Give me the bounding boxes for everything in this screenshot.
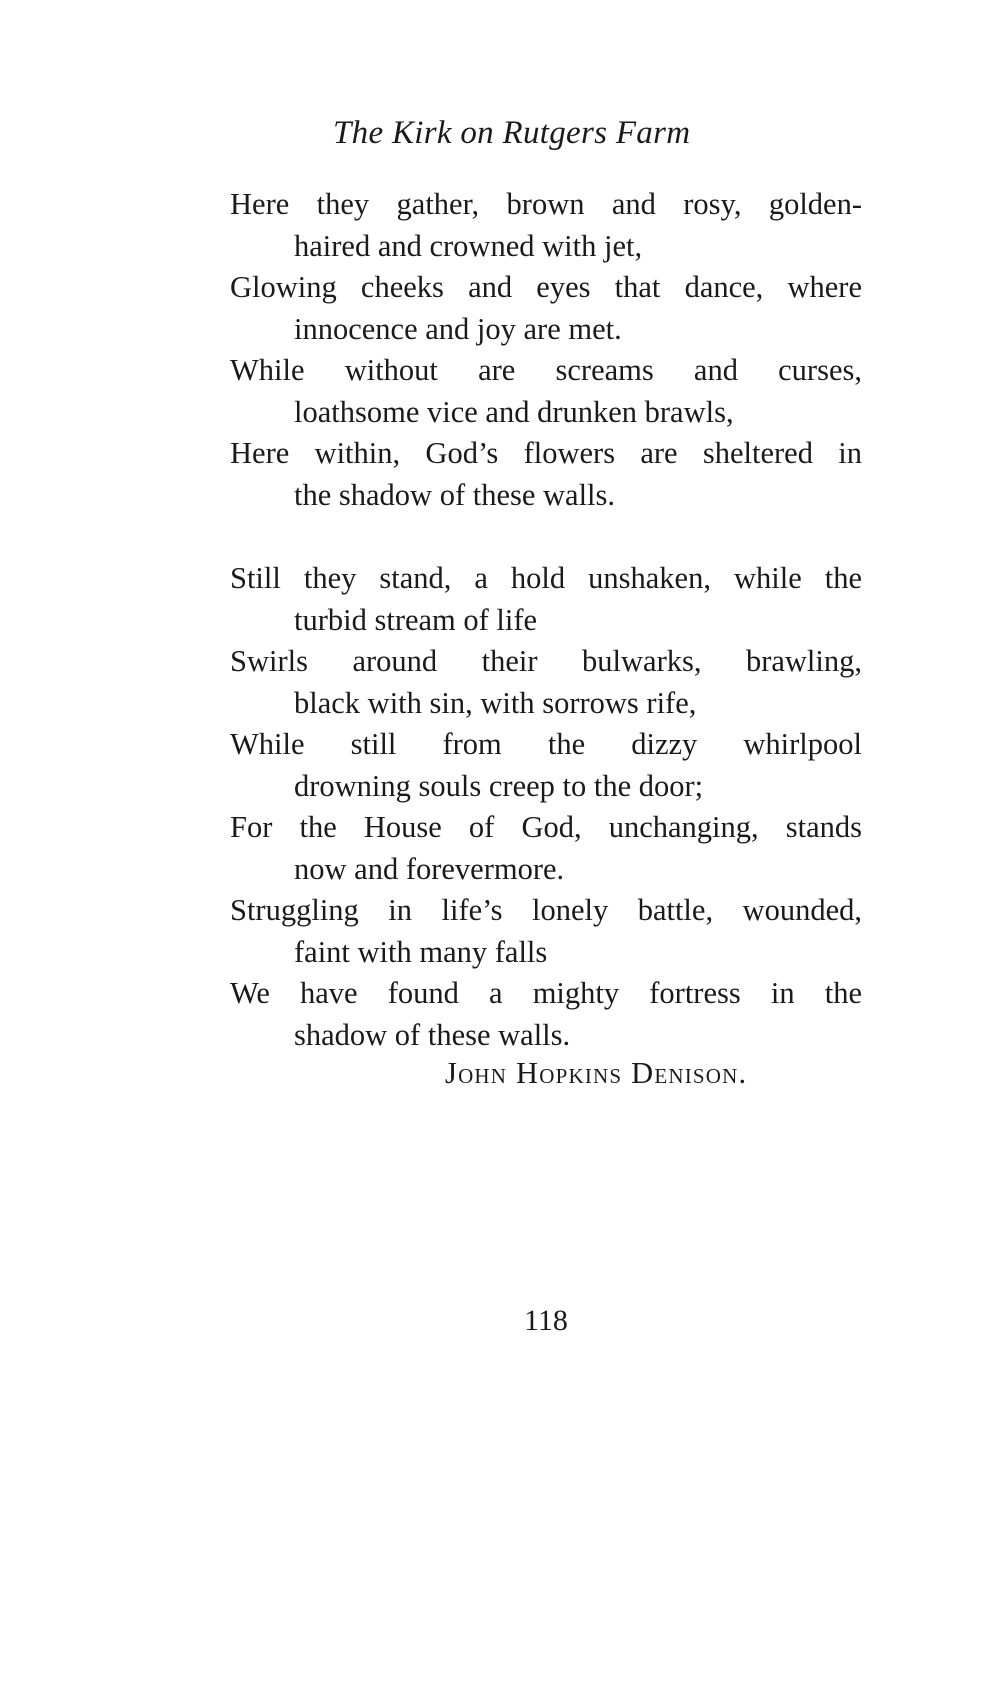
poem <box>230 184 862 1056</box>
running-head: The Kirk on Rutgers Farm <box>333 115 691 151</box>
poem-line <box>230 350 862 433</box>
poem-line <box>230 558 862 641</box>
line-first-part: Still they stand, a hold unshaken, while the <box>230 561 862 595</box>
poem-line <box>230 724 862 807</box>
line-continuation: faint with many falls <box>294 934 548 969</box>
poem-line <box>230 641 862 724</box>
line-first-part: While without are screams and curses, <box>230 353 862 387</box>
line-first-part: Here they gather, brown and rosy, golden- <box>230 187 862 221</box>
line-continuation: turbid stream of life <box>294 602 538 637</box>
line-continuation: loathsome vice and drunken brawls, <box>294 394 734 429</box>
line-continuation: black with sin, with sorrows rife, <box>294 685 697 720</box>
line-first-part: Here within, God’s flowers are sheltered in <box>230 436 862 470</box>
author-signature: John Hopkins Denison. <box>445 1056 748 1090</box>
poem-line <box>230 890 862 973</box>
page-number: 118 <box>524 1304 568 1337</box>
line-continuation: drowning souls creep to the door; <box>294 768 704 803</box>
line-continuation: the shadow of these walls. <box>294 477 616 512</box>
line-first-part: We have found a mighty fortress in the <box>230 976 862 1010</box>
line-continuation: now and forevermore. <box>294 851 565 886</box>
stanza-2 <box>230 558 862 1056</box>
poem-line <box>230 433 862 516</box>
line-first-part: Swirls around their bulwarks, brawling, <box>230 644 862 678</box>
poem-line <box>230 807 862 890</box>
line-continuation: haired and crowned with jet, <box>294 228 643 263</box>
line-first-part: While still from the dizzy whirlpool <box>230 727 862 761</box>
line-first-part: Glowing cheeks and eyes that dance, where <box>230 270 862 304</box>
stanza-1 <box>230 184 862 516</box>
line-first-part: Struggling in life’s lonely battle, wounded, <box>230 893 862 927</box>
line-continuation: innocence and joy are met. <box>294 311 622 346</box>
poem-line <box>230 267 862 350</box>
poem-line <box>230 973 862 1056</box>
line-continuation: shadow of these walls. <box>294 1017 571 1052</box>
line-first-part: For the House of God, unchanging, stands <box>230 810 862 844</box>
poem-line <box>230 184 862 267</box>
